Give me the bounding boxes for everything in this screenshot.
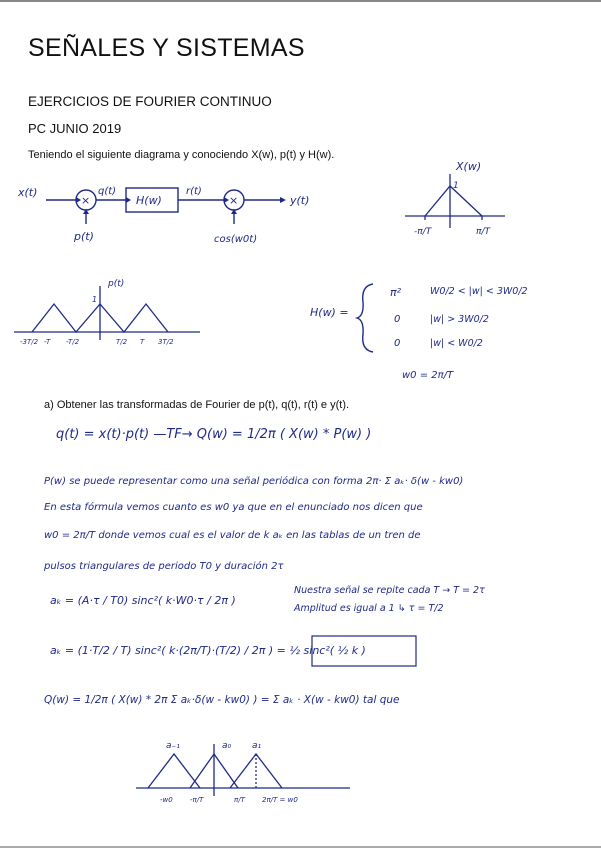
question-a: a) Obtener las transformadas de Fourier de p(t), q(t), r(t) e y(t). xyxy=(44,399,350,411)
diagram-h-block-label: H(w) xyxy=(136,194,162,207)
qw-tick-1: -π/T xyxy=(190,796,204,804)
pt-tick-3: T/2 xyxy=(116,338,128,346)
page-subtitle: EJERCICIOS DE FOURIER CONTINUO xyxy=(28,94,272,109)
qw-a1: a₁ xyxy=(252,741,262,751)
solution-line-7: aₖ = (1·T/2 / T) sinc²( k·(2π/T)·(T/2) / 2π ) = ½ sinc²( ½ k ) xyxy=(50,644,366,657)
hw-row-1-cond: W0/2 < |w| < 3W0/2 xyxy=(430,286,528,297)
block-diagram xyxy=(18,178,338,250)
qw-tick-2: π/T xyxy=(234,796,245,804)
solution-line-6: aₖ = (A·τ / T0) sinc²( k·W0·τ / 2π ) xyxy=(50,594,236,607)
top-edge xyxy=(0,0,601,2)
xw-label: X(w) xyxy=(456,160,482,173)
hw-row-2-val: 0 xyxy=(394,314,401,325)
hw-lhs: H(w) = xyxy=(310,306,349,319)
qw-tick-3: 2π/T = w0 xyxy=(262,796,298,804)
page-title: SEÑALES Y SISTEMAS xyxy=(28,34,305,62)
solution-line-6c: Amplitud es igual a 1 ↳ τ = T/2 xyxy=(294,603,444,614)
solution-line-1: q(t) = x(t)·p(t) —TF→ Q(w) = 1/2π ( X(w) * P(w) ) xyxy=(56,427,372,442)
solution-line-3: En esta fórmula vemos cuanto es w0 ya que en el enunciado nos dicen que xyxy=(44,502,423,513)
pt-plot xyxy=(12,276,202,356)
xw-peak: 1 xyxy=(453,181,459,191)
pt-tick-5: 3T/2 xyxy=(158,338,174,346)
diagram-r-label: r(t) xyxy=(186,186,202,197)
hw-row-3-cond: |w| < W0/2 xyxy=(430,338,483,349)
exam-label: PC JUNIO 2019 xyxy=(28,121,122,136)
diagram-mult-1: × xyxy=(81,194,91,207)
intro-text: Teniendo el siguiente diagrama y conociendo X(w), p(t) y H(w). xyxy=(28,149,335,161)
pt-tick-1: -T xyxy=(44,338,51,346)
qw-tick-0: -w0 xyxy=(160,796,173,804)
hw-w0: w0 = 2π/T xyxy=(402,370,454,381)
pt-tick-0: -3T/2 xyxy=(20,338,39,346)
hw-row-2-cond: |w| > 3W0/2 xyxy=(430,314,489,325)
pt-tick-4: T xyxy=(140,338,145,346)
solution-line-4: w0 = 2π/T donde vemos cual es el valor de k aₖ en las tablas de un tren de xyxy=(44,530,421,541)
solution-line-5: pulsos triangulares de periodo T0 y duración 2τ xyxy=(44,561,284,572)
solution-line-6b: Nuestra señal se repite cada T → T = 2τ xyxy=(294,585,485,596)
diagram-y-output: y(t) xyxy=(290,194,310,207)
xw-plot xyxy=(400,158,510,244)
diagram-q-label: q(t) xyxy=(98,186,117,197)
xw-tick-left: -π/T xyxy=(414,227,432,237)
solution-line-2: P(w) se puede representar como una señal periódica con forma 2π· Σ aₖ· δ(w - kw0) xyxy=(44,476,464,487)
xw-tick-right: π/T xyxy=(476,227,490,237)
diagram-mult-2: × xyxy=(229,194,239,207)
hw-row-1-val: π² xyxy=(390,286,402,299)
qw-a-minus1: a₋₁ xyxy=(166,741,180,751)
qw-a0: a₀ xyxy=(222,741,232,751)
hw-row-3-val: 0 xyxy=(394,338,401,349)
qw-plot xyxy=(134,736,354,820)
solution-line-8: Q(w) = 1/2π ( X(w) * 2π Σ aₖ·δ(w - kw0) ) = Σ aₖ · X(w - kw0) tal que xyxy=(44,694,400,706)
result-box xyxy=(310,634,420,670)
pt-tick-2: -T/2 xyxy=(66,338,80,346)
diagram-cos-label: cos(w0t) xyxy=(214,234,258,245)
pt-peak: 1 xyxy=(92,295,98,304)
pt-label: p(t) xyxy=(108,279,125,289)
diagram-p-label: p(t) xyxy=(74,230,94,243)
hw-brace xyxy=(355,282,377,354)
diagram-x-input: x(t) xyxy=(18,186,38,199)
